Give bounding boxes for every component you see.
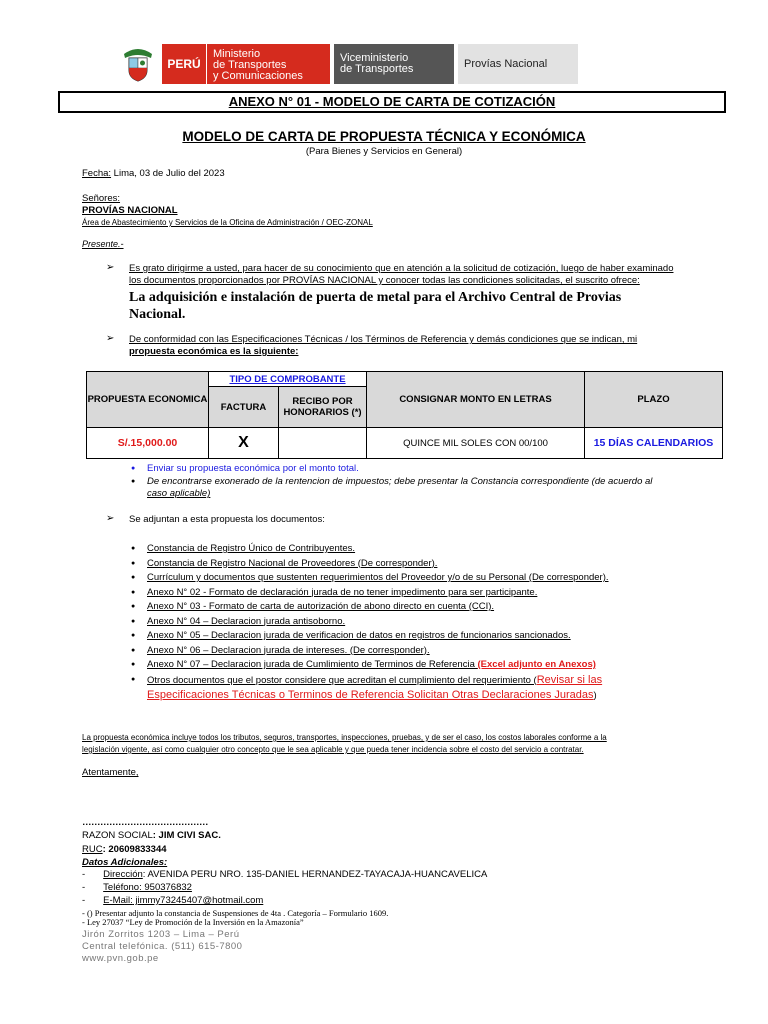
- header-monto-letras: CONSIGNAR MONTO EN LETRAS: [367, 372, 585, 428]
- agency-name: Provías Nacional: [458, 44, 578, 84]
- header-recibo-honorarios: RECIBO POR HONORARIOS (*): [279, 387, 367, 428]
- value-plazo: 15 DÍAS CALENDARIOS: [585, 428, 723, 459]
- document-title: MODELO DE CARTA DE PROPUESTA TÉCNICA Y ECONÓMICA: [182, 129, 586, 144]
- attachment-item: ● Anexo N° 07 – Declaracion jurada de Cumlimiento de Terminos de Referencia (Excel adjunto en Anexos): [131, 658, 609, 673]
- email-line: - E-Mail: jimmy73245407@hotmail.com: [82, 895, 264, 906]
- attachment-item: ● Constancia de Registro Nacional de Proveedores (De corresponder).: [131, 557, 609, 572]
- razon-social: RAZON SOCIAL: JIM CIVI SAC.: [82, 830, 221, 841]
- attachment-item: ● Currículum y documentos que sustenten requerimientos del Proveedor y/o de su Personal (De corresponder).: [131, 571, 609, 586]
- header-tipo-comprobante: TIPO DE COMPROBANTE: [209, 372, 367, 387]
- value-recibo: [279, 428, 367, 459]
- salutation: Señores:: [82, 193, 121, 204]
- header-propuesta: PROPUESTA ECONOMICA: [87, 372, 209, 428]
- value-monto-letras: QUINCE MIL SOLES CON 00/100: [367, 428, 585, 459]
- header-logos: [118, 44, 578, 84]
- recipient-name: PROVÍAS NACIONAL: [82, 205, 178, 216]
- attachment-item: ● Anexo N° 04 – Declaracion jurada antisoborno.: [131, 615, 609, 630]
- footnote-suspension: - () Presentar adjunto la constancia de Suspensiones de 4ta . Categoría – Formulario 1609.: [82, 908, 389, 918]
- proposal-table: [86, 371, 723, 459]
- arrow-bullet-icon: ➢: [106, 333, 115, 344]
- peru-coat-of-arms-icon: [118, 44, 158, 84]
- footer-address: Jirón Zorritos 1203 – Lima – Perú: [82, 929, 240, 940]
- ruc: RUC: 20609833344: [82, 844, 167, 855]
- note-item: ● Enviar su propuesta económica por el monto total.: [131, 462, 359, 477]
- signature-line: ……………………………………: [82, 817, 208, 828]
- header-factura: FACTURA: [209, 387, 279, 428]
- document-subtitle: (Para Bienes y Servicios en General): [305, 146, 463, 157]
- annex-title: ANEXO N° 01 - MODELO DE CARTA DE COTIZACIÓN: [228, 94, 556, 109]
- conformity-paragraph: De conformidad con las Especificaciones Técnicas / los Términos de Referencia y demás condiciones que se indican, mi propuesta económica es la siguiente:: [129, 334, 638, 357]
- attachment-item: ● Anexo N° 05 – Declaracion jurada de verificacion de datos en registros de funcionarios sancionados.: [131, 629, 609, 644]
- attachment-item: ● Anexo N° 02 - Formato de declaración jurada de no tener impedimento para ser participante.: [131, 586, 609, 601]
- arrow-bullet-icon: ➢: [106, 262, 115, 273]
- address-line: - Dirección: AVENIDA PERU NRO. 135-DANIEL HERNANDEZ-TAYACAJA-HUANCAVELICA: [82, 869, 488, 880]
- header-plazo: PLAZO: [585, 372, 723, 428]
- closing-salutation: Atentamente,: [82, 767, 139, 778]
- intro-paragraph: Es grato dirigirme a usted, para hacer de su conocimiento que en atención a la solicitud de cotización, luego de haber examinado los documentos proporcionados por PROVÍAS NACIONAL y conocer todas las condiciones solicitadas, el suscrito ofrece:: [129, 263, 674, 286]
- attachments-intro: Se adjuntan a esta propuesta los documentos:: [129, 514, 325, 525]
- ministry-name: Ministerio de Transportes y Comunicaciones: [206, 44, 330, 84]
- recipient-area: Área de Abastecimiento y Servicios de la Oficina de Administración / OEC-ZONAL: [82, 218, 373, 227]
- attachment-item: ● Otros documentos que el postor considere que acreditan el cumplimiento del requerimiento (Revisar si las Especificaciones Técnicas o Terminos de Referencia Solicitan Otras Declaraciones Juradas): [131, 673, 609, 703]
- attachment-item: ● Anexo N° 06 – Declaracion jurada de intereses. (De corresponder).: [131, 644, 609, 659]
- arrow-bullet-icon: ➢: [106, 513, 115, 524]
- footer-website: www.pvn.gob.pe: [82, 953, 159, 964]
- footnote-law: - Ley 27037 “Ley de Promoción de la Inversión en la Amazonía”: [82, 917, 304, 927]
- notes-list-2: [131, 476, 677, 500]
- value-factura-mark: X: [209, 428, 279, 459]
- note-item: ● De encontrarse exonerado de la rentencion de impuestos; debe presentar la Constancia correspondiente (de acuerdo al caso aplicable): [131, 476, 677, 500]
- attachment-item: ● Anexo N° 03 - Formato de carta de autorización de abono directo en cuenta (CCI).: [131, 600, 609, 615]
- notes-list: [131, 462, 359, 477]
- procurement-object: La adquisición e instalación de puerta de metal para el Archivo Central de Provias Nacional.: [129, 290, 622, 322]
- additional-data-label: Datos Adicionales:: [82, 857, 168, 868]
- value-propuesta: S/.15,000.00: [87, 428, 209, 459]
- footer-phone: Central telefónica. (511) 615-7800: [82, 941, 243, 952]
- presente-label: Presente.-: [82, 239, 124, 249]
- attachment-item: ● Constancia de Registro Único de Contribuyentes.: [131, 542, 609, 557]
- phone-line: - Teléfono: 950376832: [82, 882, 192, 893]
- date-line: Fecha: Lima, 03 de Julio del 2023: [82, 168, 225, 179]
- attachments-list: [131, 542, 609, 703]
- viceministry-name: Viceministerio de Transportes: [334, 44, 454, 84]
- closing-paragraph: La propuesta económica incluye todos los tributos, seguros, transportes, inspecciones, pruebas, y de ser el caso, los costos laborales conforme a la legislación vigente, así como cualquier otro concepto que le sea aplicable y que pueda tener incidencia sobre el costo del servicio a contratar.: [82, 733, 607, 754]
- peru-brand: PERÚ: [162, 44, 206, 84]
